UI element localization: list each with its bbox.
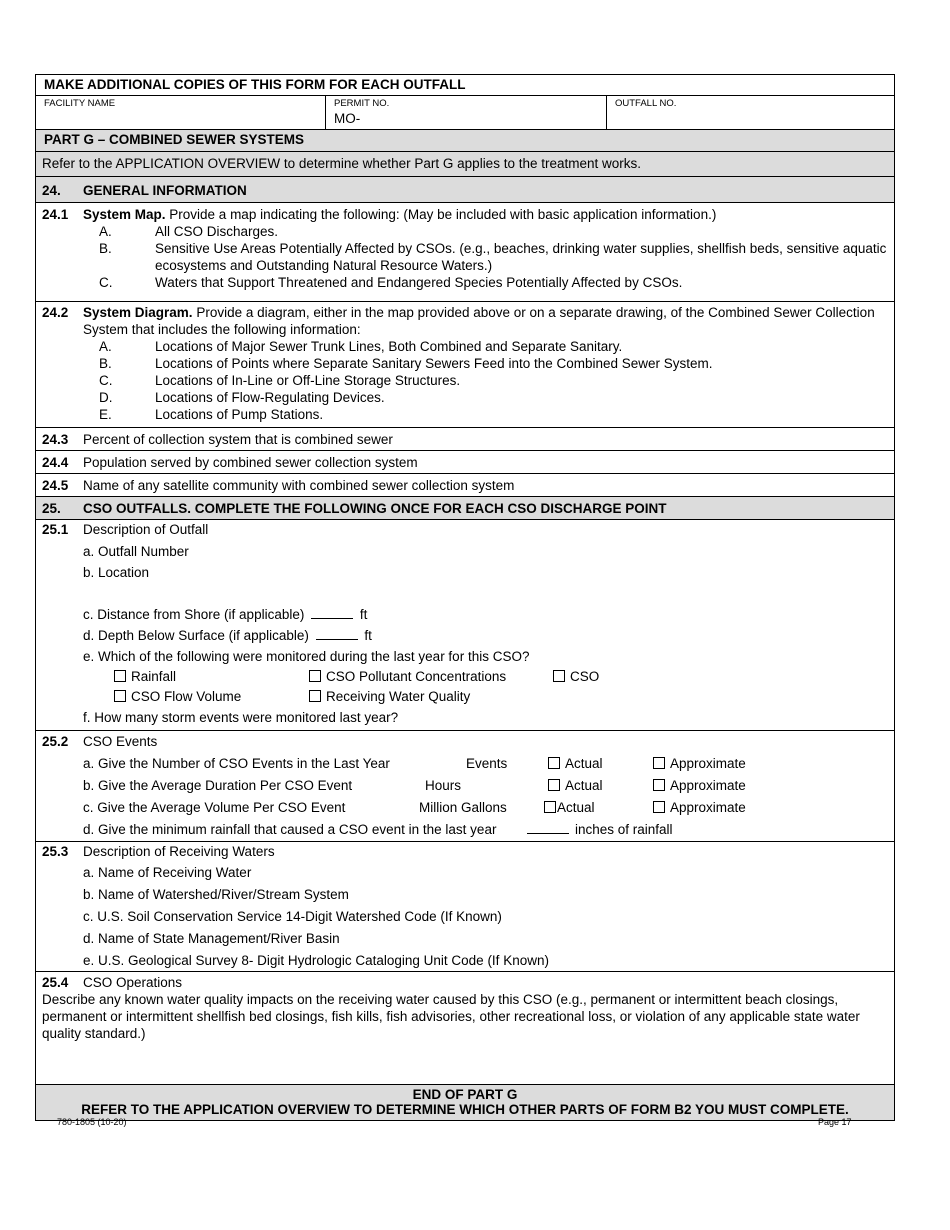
avg-duration-label: b. Give the Average Duration Per CSO Event [83,778,353,793]
duration-actual-checkbox[interactable]: Actual [548,778,603,793]
cso-events-count-label: a. Give the Number of CSO Events in the Last Year [83,756,390,771]
min-rainfall-input[interactable] [527,822,569,834]
distance-from-shore-input[interactable] [311,607,353,619]
list-item: A. Locations of Major Sewer Trunk Lines, Both Combined and Separate Sanitary. [99,339,623,354]
permit-no-field[interactable]: MO- [334,111,361,126]
outfall-number-field[interactable]: a. Outfall Number [83,544,189,559]
section-25-1-number: 25.1 [42,522,69,537]
section-25-1-title: Description of Outfall [83,522,209,537]
facility-name-label: FACILITY NAME [44,98,116,109]
section-24-3-label: Percent of collection system that is combined sewer [83,432,393,447]
identity-row [36,96,894,130]
end-title: END OF PART G [412,1087,518,1102]
rainfall-checkbox[interactable]: Rainfall [114,669,176,684]
section-25-header [36,497,894,520]
form-number: 780-1805 (10-20) [57,1117,127,1127]
watershed-code-field[interactable]: c. U.S. Soil Conservation Service 14-Digit Watershed Code (If Known) [83,909,502,924]
checkbox-icon [653,757,665,769]
avg-volume-unit: Million Gallons [419,800,507,815]
events-actual-checkbox[interactable]: Actual [548,756,603,771]
list-item: B. Locations of Points where Separate Sanitary Sewers Feed into the Combined Sewer System. [99,356,713,371]
section-25-2-title: CSO Events [83,734,158,749]
copies-banner: MAKE ADDITIONAL COPIES OF THIS FORM FOR EACH OUTFALL [36,75,894,96]
outfall-no-cell[interactable] [607,96,894,129]
checkbox-icon [553,670,565,682]
section-24-number: 24. [42,183,61,198]
checkbox-icon [544,801,556,813]
section-24-4-number: 24.4 [42,455,69,470]
section-24-title: GENERAL INFORMATION [83,183,247,198]
min-rainfall-unit: inches of rainfall [575,822,673,837]
avg-duration-unit: Hours [425,778,462,793]
checkbox-icon [653,801,665,813]
part-note: Refer to the APPLICATION OVERVIEW to determine whether Part G applies to the treatment works. [36,152,894,177]
section-24-1 [36,203,894,302]
section-24-3[interactable] [36,428,894,451]
section-25-number: 25. [42,501,61,516]
cso-events-unit: Events [466,756,508,771]
list-item: B. Sensitive Use Areas Potentially Affected by CSOs. (e.g., beaches, drinking water supplies, shellfish beds, sensitive aquatic ecosystems and Outstanding Natural Resource Waters.) [99,241,887,273]
list-item: A. All CSO Discharges. [99,224,279,239]
system-map-lead: System Map. [83,207,166,222]
watershed-system-field[interactable]: b. Name of Watershed/River/Stream System [83,887,349,902]
section-24-2-number: 24.2 [42,305,69,320]
section-24-5[interactable] [36,474,894,497]
list-item: C. Waters that Support Threatened and Endangered Species Potentially Affected by CSOs. [99,275,683,290]
section-25-2 [36,731,894,842]
end-of-part-banner [36,1085,894,1120]
section-25-4-number: 25.4 [42,975,69,990]
cso-checkbox[interactable]: CSO [553,669,599,684]
location-field[interactable]: b. Location [83,565,150,580]
receiving-water-quality-checkbox[interactable]: Receiving Water Quality [309,689,470,704]
outfall-no-label: OUTFALL NO. [615,98,677,109]
section-24-5-label: Name of any satellite community with combined sewer collection system [83,478,515,493]
section-24-5-number: 24.5 [42,478,69,493]
section-24-3-number: 24.3 [42,432,69,447]
part-g-form [35,74,895,1121]
section-24-4-label: Population served by combined sewer collection system [83,455,418,470]
section-25-1 [36,520,894,731]
hydrologic-unit-code-field[interactable]: e. U.S. Geological Survey 8- Digit Hydrologic Cataloging Unit Code (If Known) [83,953,549,968]
section-25-3-number: 25.3 [42,844,69,859]
pollutant-concentrations-checkbox[interactable]: CSO Pollutant Concentrations [309,669,506,684]
volume-approximate-checkbox[interactable]: Approximate [653,800,746,815]
receiving-water-name-field[interactable]: a. Name of Receiving Water [83,865,252,880]
depth-below-surface-label: d. Depth Below Surface (if applicable) ft [83,628,372,643]
checkbox-icon [114,670,126,682]
facility-name-cell[interactable] [36,96,326,129]
section-24-2 [36,302,894,428]
page-number: Page 17 [818,1117,852,1127]
list-item: E. Locations of Pump Stations. [99,407,324,422]
checkbox-icon [653,779,665,791]
section-25-4[interactable] [36,972,894,1085]
section-25-2-number: 25.2 [42,734,69,749]
min-rainfall-input-wrap [527,822,673,837]
events-approximate-checkbox[interactable]: Approximate [653,756,746,771]
list-item: C. Locations of In-Line or Off-Line Storage Structures. [99,373,461,388]
avg-volume-label: c. Give the Average Volume Per CSO Event [83,800,346,815]
system-map-text: Provide a map indicating the following: (May be included with basic application information.) [165,207,717,222]
part-title: PART G – COMBINED SEWER SYSTEMS [36,130,894,152]
checkbox-icon [114,690,126,702]
system-diagram-lead: System Diagram. [83,305,193,320]
system-diagram-text: Provide a diagram, either in the map provided above or on a separate drawing, of the Combined Sewer Collection System that includes the following information: [83,305,875,337]
checkbox-icon [548,779,560,791]
section-25-3 [36,842,894,972]
distance-from-shore-label: c. Distance from Shore (if applicable) ft [83,607,368,622]
section-25-3-title: Description of Receiving Waters [83,844,275,859]
section-24-header [36,177,894,203]
depth-below-surface-input[interactable] [316,628,358,640]
section-24-1-number: 24.1 [42,207,69,222]
cso-flow-volume-checkbox[interactable]: CSO Flow Volume [114,689,241,704]
list-item: D. Locations of Flow-Regulating Devices. [99,390,385,405]
section-24-4[interactable] [36,451,894,474]
section-25-title: CSO OUTFALLS. COMPLETE THE FOLLOWING ONCE FOR EACH CSO DISCHARGE POINT [83,501,667,516]
checkbox-icon [309,670,321,682]
section-25-4-title: CSO Operations [83,975,183,990]
cso-operations-description: Describe any known water quality impacts on the receiving water caused by this CSO (e.g., permanent or intermittent beach closings, permanent or intermittent shellfish bed closings, fish kills, fish advisories, other recreational loss, or violation of any applicable state water quality standard.) [42,992,860,1041]
permit-no-cell[interactable] [326,96,607,129]
monitored-question: e. Which of the following were monitored during the last year for this CSO? [83,649,530,664]
storm-events-field[interactable]: f. How many storm events were monitored last year? [83,710,399,725]
permit-no-label: PERMIT NO. [334,98,390,109]
min-rainfall-label: d. Give the minimum rainfall that caused a CSO event in the last year [83,822,497,837]
checkbox-icon [548,757,560,769]
volume-actual-checkbox[interactable]: Actual [544,800,595,815]
river-basin-field[interactable]: d. Name of State Management/River Basin [83,931,340,946]
duration-approximate-checkbox[interactable]: Approximate [653,778,746,793]
checkbox-icon [309,690,321,702]
end-instruction: REFER TO THE APPLICATION OVERVIEW TO DETERMINE WHICH OTHER PARTS OF FORM B2 YOU MUST COMPLETE. [81,1102,849,1117]
